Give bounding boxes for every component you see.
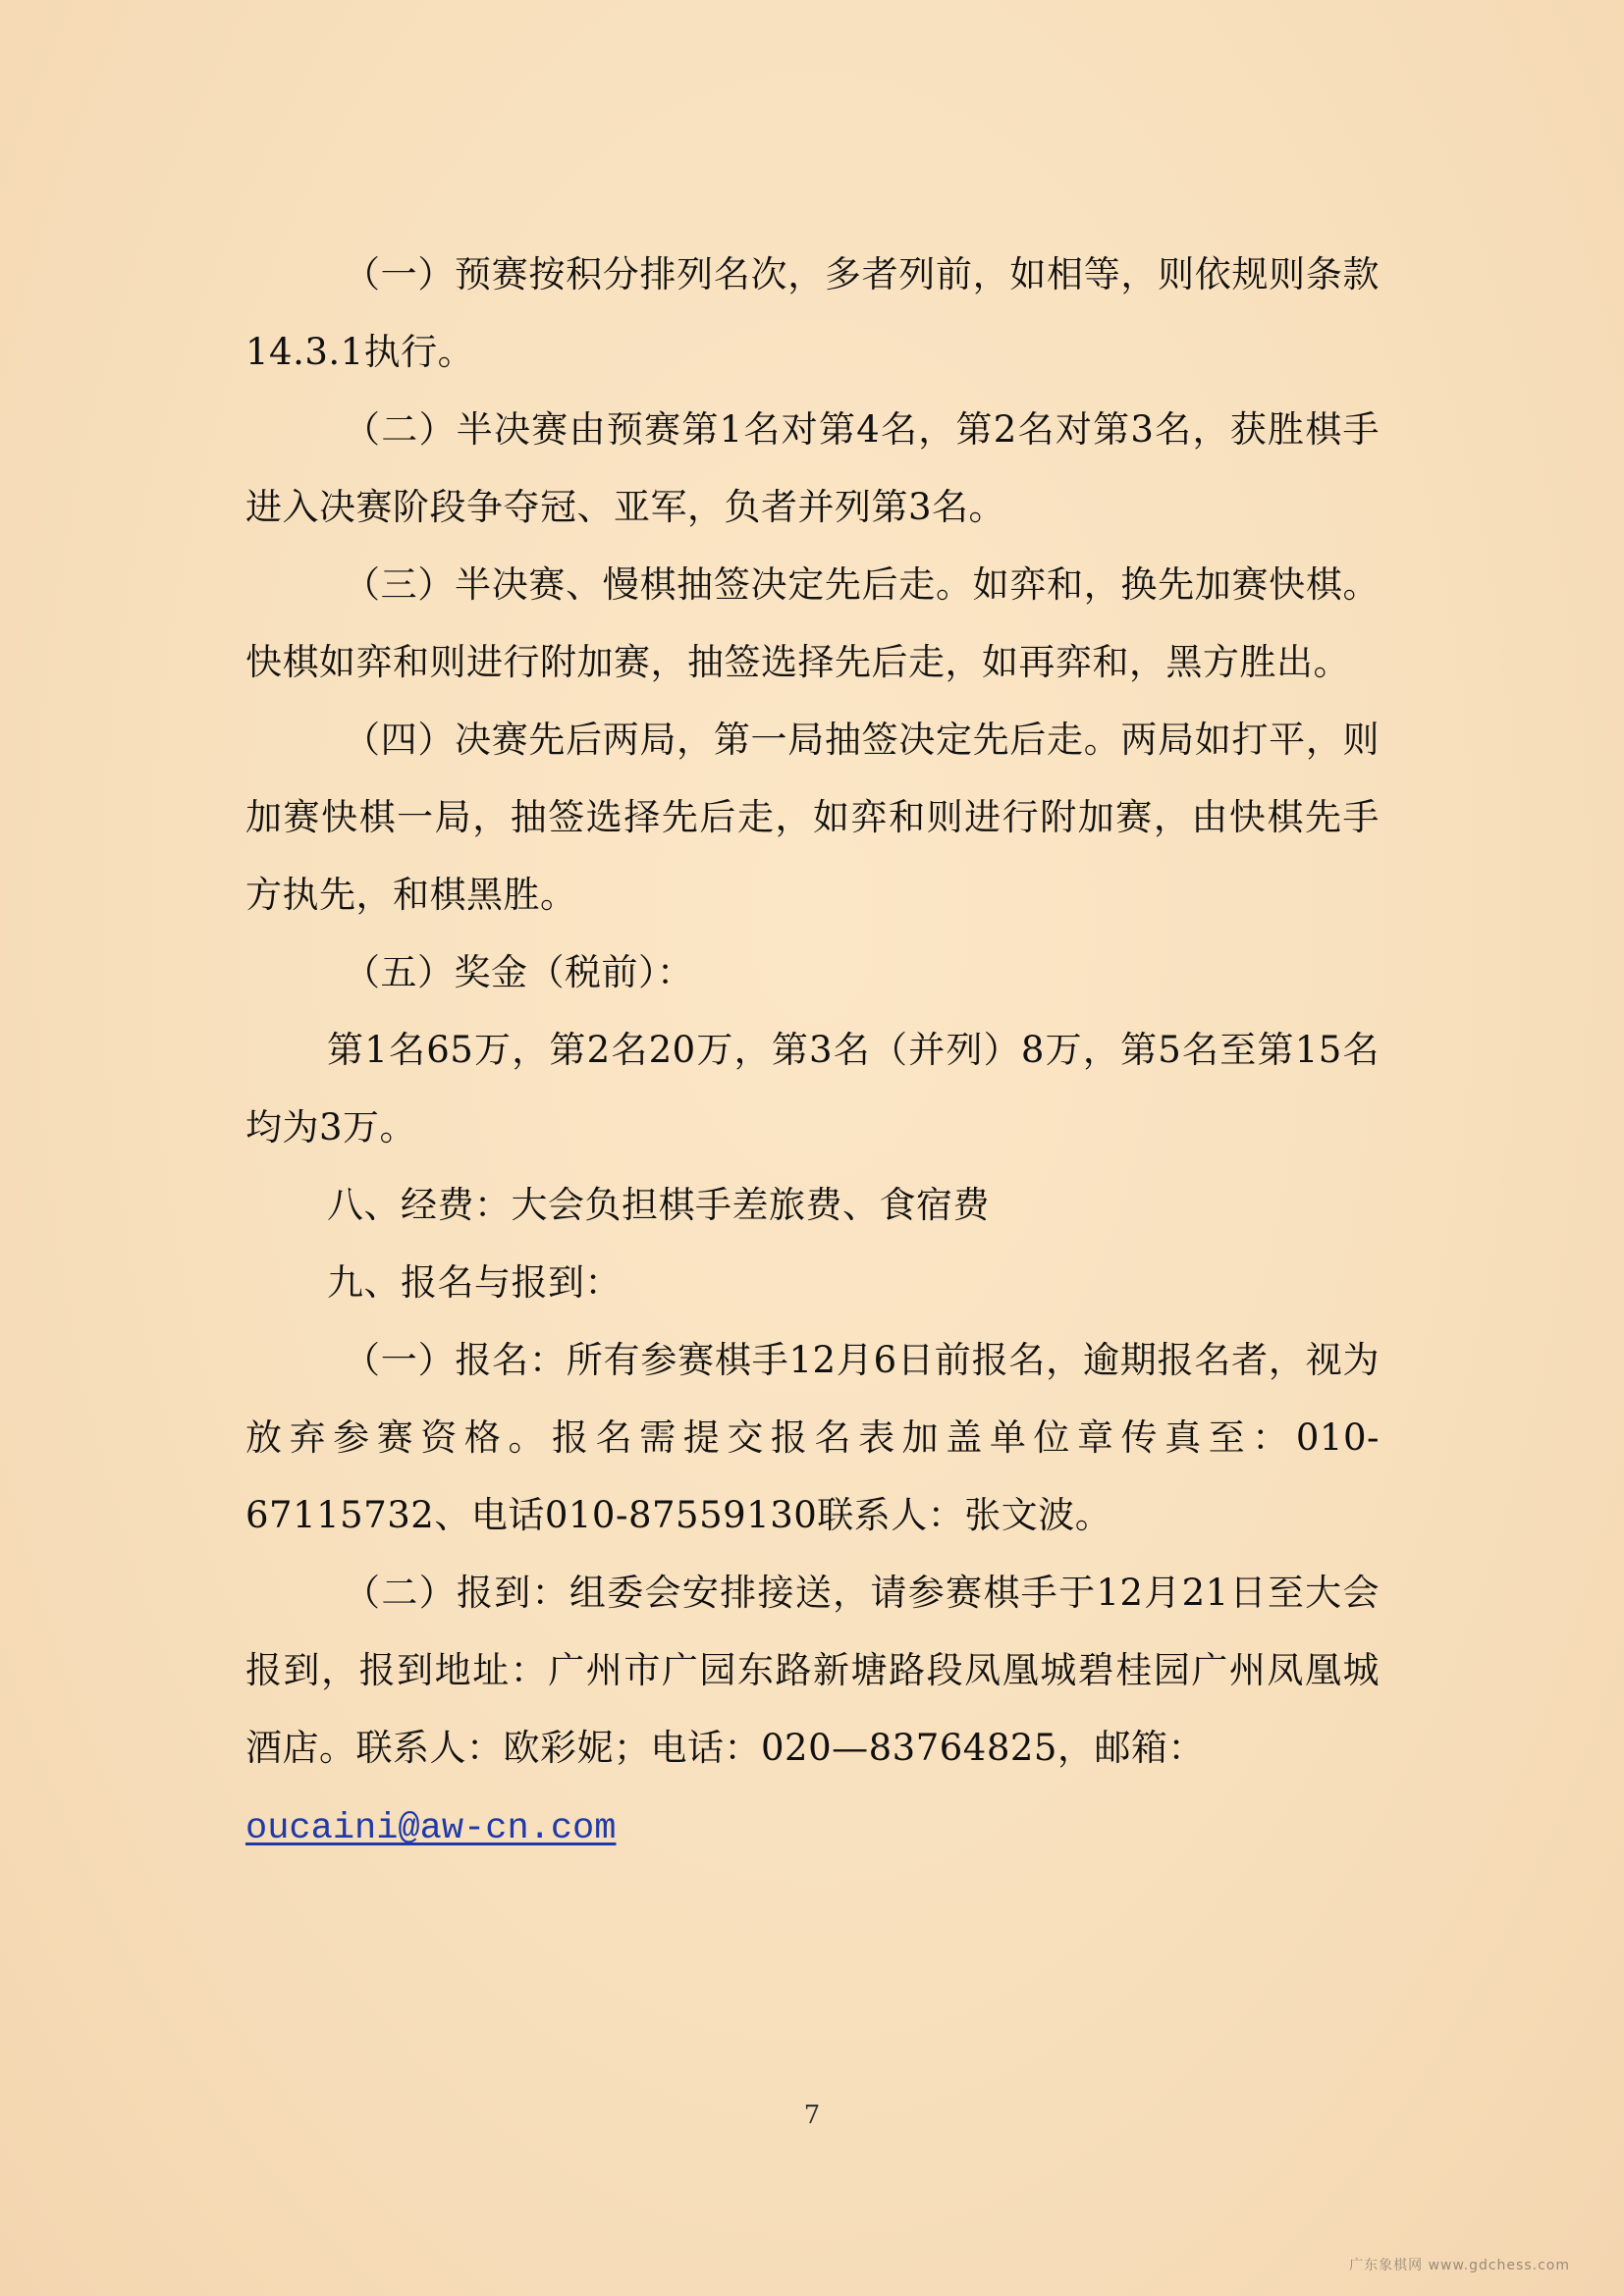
- paragraph-prize-amounts: 第1名65万，第2名20万，第3名（并列）8万，第5名至第15名均为3万。: [245, 1029, 1380, 1148]
- paragraph-semifinal-rules: （三）半决赛、慢棋抽签决定先后走。如弈和，换先加赛快棋。快棋如弈和则进行附加赛，抽签选择先后走，如再弈和，黑方胜出。: [245, 563, 1380, 683]
- email-line: [245, 1787, 1380, 1868]
- paragraph-prize-heading: （五）奖金（税前）：: [344, 951, 694, 993]
- paragraph-semifinal-pairing: （二）半决赛由预赛第1名对第4名，第2名对第3名，获胜棋手进入决赛阶段争夺冠、亚军，负者并列第3名。: [245, 408, 1380, 528]
- paragraph-registration-details: （一）报名：所有参赛棋手12月6日前报名，逾期报名者，视为放弃参赛资格。报名需提交报名表加盖单位章传真至：010-67115732、电话010-87559130联系人：张文波。: [245, 1339, 1380, 1536]
- paragraph-check-in-details: （二）报到：组委会安排接送，请参赛棋手于12月21日至大会报到，报到地址：广州市广园东路新塘路段凤凰城碧桂园广州凤凰城酒店。联系人：欧彩妮；电话：020—83764825，邮箱：: [245, 1572, 1380, 1769]
- paragraph-preliminary-ranking: （一）预赛按积分排列名次，多者列前，如相等，则依规则条款14.3.1执行。: [245, 253, 1380, 373]
- page-number: 7: [803, 2101, 821, 2130]
- contact-email-link[interactable]: oucaini@aw-cn.com: [245, 1808, 617, 1849]
- section-heading-registration: 九、报名与报到：: [327, 1261, 622, 1304]
- document-body: [245, 236, 1380, 1868]
- paragraph-final-rules: （四）决赛先后两局，第一局抽签决定先后走。两局如打平，则加赛快棋一局，抽签选择先后走，如弈和则进行附加赛，由快棋先手方执先，和棋黑胜。: [245, 719, 1380, 916]
- site-watermark: 广东象棋网 www.gdchess.com: [1349, 2258, 1570, 2273]
- section-heading-expenses: 八、经费：大会负担棋手差旅费、食宿费: [327, 1184, 990, 1226]
